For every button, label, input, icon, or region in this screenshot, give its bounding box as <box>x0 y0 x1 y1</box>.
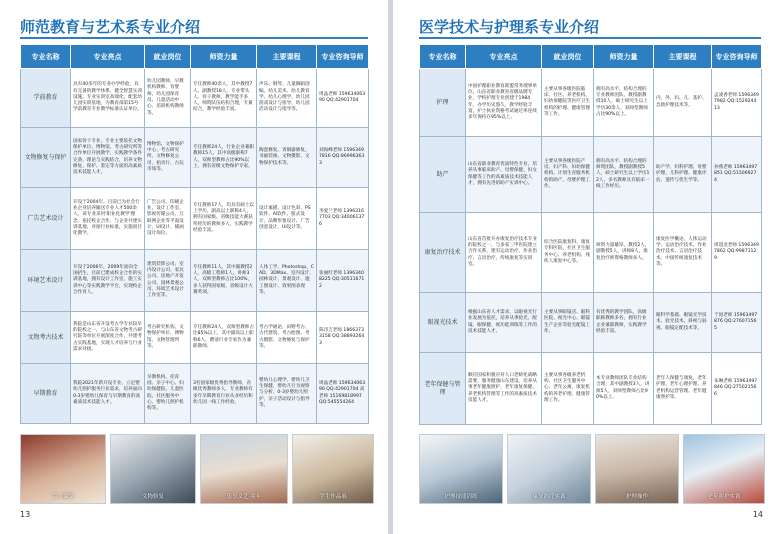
table-row <box>21 312 369 364</box>
major-name: 学前教育 <box>21 69 71 128</box>
contact-cell: 李爱兰老师 13963167703 QQ:340061376 <box>317 188 369 250</box>
rehab-photo <box>507 434 591 504</box>
photo-strip <box>20 434 374 504</box>
faculty-cell: 专任教师24人，双师型教师占比85%以上，其中副高以上职称6人，聘请行业专家作为兼职教师。 <box>191 312 257 364</box>
right-page <box>393 0 781 534</box>
contact-cell: 陈诗吉老师 18663733158 QQ:388932643 <box>317 312 369 364</box>
courses-cell: 人体工学、Photoshop、CAD、3DMax、室内设计、园林设计、景观设计、施工图设计、效果图表现等。 <box>257 250 317 312</box>
header-courses: 主要课程 <box>654 45 712 69</box>
header-contact: 专业咨询导师 <box>712 45 762 69</box>
contact-cell: 张丽红老师 13963408225 QQ:305116712 <box>317 250 369 312</box>
faculty-cell: 3名国家级优秀指导教师，省级优秀教师多人，专业教师有多年早期教育行业从业经历和幼儿园一线工作经验。 <box>191 364 257 424</box>
header-jobs: 就业岗位 <box>145 45 191 69</box>
exhibition-photo <box>292 434 374 504</box>
left-page <box>0 0 388 534</box>
jobs-cell: 广告公司、印刷企业、设计工作室、影视传媒公司、互联网企业等平面设计、UI设计、插画设计岗位。 <box>145 188 191 250</box>
major-name: 广告艺术设计 <box>21 188 71 250</box>
contact-cell: 朱琳老师 15963497846 QQ:275021566 <box>712 353 762 425</box>
photo-caption: 护理操作 <box>625 494 648 500</box>
contact-cell: 孙燕老师 15963497851 QQ:515069274 <box>712 137 762 213</box>
highlights-cell: 山东省职业教育优质特色专业，培养从事临床助产、母婴保健、妇女保健等工作的高素质技术技能人才，拥有先进的助产实训中心。 <box>466 137 542 213</box>
faculty-cell: 有优秀的教学团队，高级职称教师多名，拥有行业企业兼职教师，实践教学经验丰富。 <box>594 293 654 353</box>
highlights-cell: 开设于2004年，目前已为社会行业企业培养输送专业人才500余人。该专业采用'职业化教学'理念，依托校企合作，与企业共建实训基地，对接行业标准，实施项目化教学。 <box>71 188 145 250</box>
highlights-cell: 山东省首批开办康复治疗技术专业的院校之一，与多家三甲医院建立合作关系，建有运动治疗、作业治疗、言语治疗、传统康复等实训室。 <box>466 213 542 293</box>
courses-cell: 陶瓷修复、青铜器修复、书画装裱、文物摄影、文物保护技术等。 <box>257 128 317 188</box>
major-name: 文物考古技术 <box>21 312 71 364</box>
faculty-cell: 本专业教师团队专业结构合理，其中副教授3人，讲师5人，双师型教师占比90%以上。 <box>594 353 654 425</box>
jobs-cell: 早教机构、托育园、亲子中心、妇幼保健院、儿童医院、社区服务中心、婴幼儿照护机构等。 <box>145 364 191 424</box>
courses-cell: 婴幼儿心理学、婴幼儿卫生保健、婴幼儿行为观察与分析、0-3岁婴幼儿照护、亲子活动设计与指导等。 <box>257 364 317 424</box>
page-number: 14 <box>752 510 763 519</box>
header-contact: 专业咨询导师 <box>317 45 369 69</box>
highlights-cell: 我院是山东省开设考古学专业较早的院校之一，与山东省文物考古研究院等单位开展深度合作，共建考古实践基地，实现人才培养与行业需求对接。 <box>71 312 145 364</box>
faculty-cell: 师资力量雄厚，教授2人，副教授5人，讲师8人，康复治疗师资格教师多人。 <box>594 213 654 293</box>
header-highlights: 专业亮点 <box>466 45 542 69</box>
courses-cell: 康复医学概论、人体运动学、运动治疗技术、作业治疗技术、言语治疗技术、中国传统康复技术等。 <box>654 213 712 293</box>
contact-cell: 周晶老师 15963406390 QQ:42901704 <box>317 69 369 128</box>
restoration-photo <box>110 434 196 504</box>
courses-cell: 声乐、钢琴、儿童舞蹈创编、幼儿美术、幼儿教育学、幼儿心理学、幼儿园游戏设计与指导、幼儿园活动设计与指导等。 <box>257 69 317 128</box>
faculty-cell: 专任教师17人，均具有硕士以上学历，副高以上职称4人，拥有国家级、省级技能大赛获奖经历的教师多人，实践教学经验丰富。 <box>191 188 257 250</box>
major-name: 早期教育 <box>21 364 71 424</box>
courses-cell: 设计素描、设计色彩、PS软件、AI软件、版式设计、品牌形象设计、广告创意设计、UI设计等。 <box>257 188 317 250</box>
header-courses: 主要课程 <box>257 45 317 69</box>
contact-cell: 于国老师 15963497876 QQ:276071565 <box>712 293 762 353</box>
photo-strip <box>419 434 765 504</box>
highlights-cell: 顺应国家积极应对人口老龄化战略需要，服务健康山东建设，培养从事老年健康照护、老年康复保健、养老机构管理等工作的高素质技术技能人才。 <box>466 353 542 425</box>
major-name: 老年保健与管理 <box>420 353 466 425</box>
courses-cell: 内、外、妇、儿、基护、急救护理技术等。 <box>654 69 712 137</box>
table-row <box>21 364 369 424</box>
faculty-cell: 专任教师11人，其中副教授2人，高级工程师1人，讲师3人，双师型教师占比100%，多人获得国家级、省级设计大赛奖项。 <box>191 250 257 312</box>
table-header-row <box>21 45 369 69</box>
photo-caption: 学生作品展 <box>319 494 347 500</box>
highlights-cell: 中国护理职业教育联盟常务理事单位，山东省职业教育省级品牌专业，学校护理专业创建于1984年，办学历史悠久，教学经验丰富，护士执业资格考试通过率连续多年保持在95%以上。 <box>466 69 542 137</box>
table-row <box>21 250 369 312</box>
page-title: 医学技术与护理系专业介绍 <box>419 18 600 36</box>
courses-cell: 眼科学基础、眼镜光学技术、验光技术、斜视与弱视、眼镜定配技术等。 <box>654 293 712 353</box>
page-title: 师范教育与艺术系专业介绍 <box>20 18 201 36</box>
contact-cell: 孟凌香老师 15963497982 QQ:152924413 <box>712 69 762 137</box>
highlights-cell: 根据山东省人才需求，以眼视光行业发展为依托，培养从事验光、配镜、眼保健、视功能训练等工作的技术技能人才。 <box>466 293 542 353</box>
jobs-cell: 主要从事各级养老机构、社区卫生服务中心、老年公寓、康复机构的养老护理、健康管理工作。 <box>542 353 594 425</box>
table-row <box>420 137 762 213</box>
courses-cell: 考古学通论、田野考古、古代建筑、考古绘图、考古摄影、文物修复与保护等。 <box>257 312 317 364</box>
photo-caption: 老年照护实训 <box>707 494 741 500</box>
header-faculty: 师资力量 <box>594 45 654 69</box>
table-row <box>21 128 369 188</box>
page-number: 13 <box>20 510 31 519</box>
header-jobs: 就业岗位 <box>542 45 594 69</box>
contact-cell: 刘海峰老师 15963497816 QQ:869963633 <box>317 128 369 188</box>
highlights-cell: 开设于2006年，2009年面向全国招生，目前已建成校企合作的实训基地，拥有设计工作室、施工实训中心等实践教学平台，实现校企合作育人。 <box>71 250 145 312</box>
highlights-cell: 我院2021年新开设专业。立足婴幼儿照护服务行业需求，培养面向0-3岁婴幼儿保育与早期教育的高素质技术技能人才。 <box>71 364 145 424</box>
jobs-cell: 主要从事各级医院产房、妇产科、妇幼保健机构、计划生育服务机构的助产、母婴护理工作。 <box>542 137 594 213</box>
photo-caption: 手工课堂 <box>51 494 74 500</box>
header-faculty: 师资力量 <box>191 45 257 69</box>
table-row <box>21 69 369 128</box>
title-rule <box>419 37 761 39</box>
care-photo <box>595 434 679 504</box>
contact-cell: 周超龙老师 15963497862 QQ:99871129 <box>712 213 762 293</box>
table-row <box>420 69 762 137</box>
courses-cell: 老年人保健与康复、老年护理、老年心理护理、养老机构运营管理、老年健康照护等。 <box>654 353 712 425</box>
jobs-cell: 主要从事各级医院临床、社区、养老机构、妇幼保健院等医疗卫生机构的护理、健康管理等工作。 <box>542 69 594 137</box>
contact-cell: 周晶老师 15963406390 QQ:42901704 高老师 15169818997 QQ:545554264 <box>317 364 369 424</box>
jobs-cell: 主要从事眼镜店、眼科医院、视光中心、眼镜生产企业等验光配镜工作。 <box>542 293 594 353</box>
jobs-cell: 幼儿园教师、早教机构教师、育婴师、幼儿园保育员、儿童活动中心、培训机构教师等。 <box>145 69 191 128</box>
major-table <box>20 44 369 424</box>
faculty-cell: 专任教师40余人，其中教授7人，副教授18人，专业带头人、骨干教师、教学能手多人。师资队伍结构合理，专兼结合，教学经验丰富。 <box>191 69 257 128</box>
table-header-row <box>420 45 762 69</box>
major-table <box>419 44 762 425</box>
major-name: 助产 <box>420 137 466 213</box>
major-name: 文物修复与保护 <box>21 128 71 188</box>
table-row <box>420 213 762 293</box>
major-name: 护理 <box>420 69 466 137</box>
courses-cell: 助产学、妇科护理、母婴护理、儿科护理、健康评估、遗传与优生学等。 <box>654 137 712 213</box>
major-name: 眼视光技术 <box>420 293 466 353</box>
major-name: 康复治疗技术 <box>420 213 466 293</box>
title-rule <box>20 37 368 39</box>
nursing-photo <box>419 434 503 504</box>
jobs-cell: 建筑装饰公司、室内设计公司、家具公司、房地产开发公司、园林景观公司、环境艺术设计工作室等。 <box>145 250 191 312</box>
photo-caption: 乐享文艺·童年 <box>226 494 262 500</box>
highlights-cell: 具有40多年的专业办学经验，具有完备的教学体系、健全智慧实训设施。专业实训室高端化，配套幼儿园实训基地，为教育部第15号学前教育专业教学标准认证单位。 <box>71 69 145 128</box>
photo-caption: 康复治疗实训 <box>532 494 566 500</box>
performance-photo <box>200 434 288 504</box>
table-row <box>420 293 762 353</box>
faculty-cell: 拥有高水平、结构合理的专业教师团队，教授副教授10人，硕士研究生以上学历30余人，双师型教师占比90%以上。 <box>594 69 654 137</box>
jobs-cell: 综合医院康复科、康复专科医院、社区卫生服务中心、养老机构、残疾人康复中心等。 <box>542 213 594 293</box>
header-highlights: 专业亮点 <box>71 45 145 69</box>
classroom-photo <box>20 434 106 504</box>
faculty-cell: 专任教师24人，行业企业兼职教师15人，其中高级职称7人，双师型教师占比90%以上，拥有省级文物保护专家。 <box>191 128 257 188</box>
table-row <box>21 188 369 250</box>
highlights-cell: 国家骨干专业，专业主要依托文物保护单位、博物馆、考古研究所等合作单位开展教学，实践教学条件完备，理论与实践结合，培养文物修复、保护、鉴定等方面的高素质技术技能人才。 <box>71 128 145 188</box>
jobs-cell: 考古研究机构、文物保护单位、博物馆、文物管理所等。 <box>145 312 191 364</box>
header-major: 专业名称 <box>420 45 466 69</box>
photo-caption: 文物修复 <box>141 494 164 500</box>
table-row <box>420 353 762 425</box>
faculty-cell: 拥有高水平、结构合理的师资团队，教授副教授5人，硕士研究生以上学历12人，多名教师具有临床一线工作经历。 <box>594 137 654 213</box>
elderly-care-photo <box>683 434 765 504</box>
photo-caption: 护理技能训练 <box>444 494 478 500</box>
header-major: 专业名称 <box>21 45 71 69</box>
jobs-cell: 博物馆、文物保护中心、考古研究所、文物修复公司、拍卖行、古玩市场等。 <box>145 128 191 188</box>
major-name: 环境艺术设计 <box>21 250 71 312</box>
